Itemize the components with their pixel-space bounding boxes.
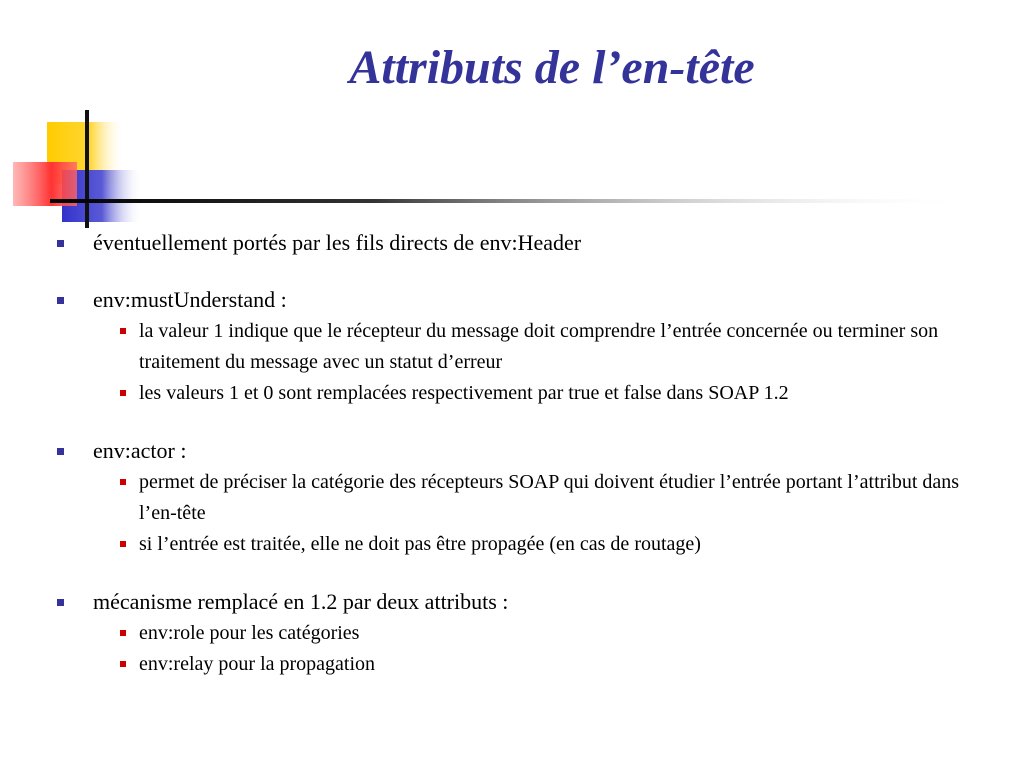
sub-bullet-item (93, 529, 996, 560)
square-bullet-icon (120, 328, 126, 334)
sub-bullet-text: la valeur 1 indique que le récepteur du message doit comprendre l’entrée concernée ou terminer son traitement du message avec un statut d’erreur (139, 320, 939, 373)
deco-horizontal-line (50, 199, 970, 203)
square-bullet-icon (120, 479, 126, 485)
bullet-text: mécanisme remplacé en 1.2 par deux attributs : (93, 589, 509, 614)
square-bullet-icon (120, 390, 126, 396)
bullet-text: éventuellement portés par les fils directs de env:Header (93, 230, 582, 255)
sub-bullet-item (93, 618, 996, 649)
bullet-item (56, 285, 996, 409)
sub-bullet-list (93, 618, 996, 680)
bullet-item (56, 587, 996, 680)
deco-vertical-line (85, 110, 89, 228)
sub-bullet-list (93, 467, 996, 560)
sub-bullet-text: permet de préciser la catégorie des récepteurs SOAP qui doivent étudier l’entrée portant l’attribut dans l’en-tête (139, 471, 960, 524)
sub-bullet-item (93, 378, 996, 409)
bullet-text: env:actor : (93, 438, 187, 463)
square-bullet-icon (120, 661, 126, 667)
sub-bullet-text: si l’entrée est traitée, elle ne doit pas être propagée (en cas de routage) (139, 533, 701, 555)
sub-bullet-text: les valeurs 1 et 0 sont remplacées respectivement par true et false dans SOAP 1.2 (139, 382, 789, 404)
slide-title: Attributs de l’en-tête (349, 41, 755, 94)
square-bullet-icon (57, 240, 64, 247)
square-bullet-icon (57, 448, 64, 455)
bullet-item (56, 228, 996, 258)
square-bullet-icon (120, 630, 126, 636)
sub-bullet-item (93, 649, 996, 680)
sub-bullet-item (93, 316, 996, 378)
sub-bullet-item (93, 467, 996, 529)
sub-bullet-list (93, 316, 996, 409)
sub-bullet-text: env:relay pour la propagation (139, 653, 376, 675)
square-bullet-icon (57, 297, 64, 304)
square-bullet-icon (120, 541, 126, 547)
bullet-list (56, 228, 996, 680)
bullet-text: env:mustUnderstand : (93, 287, 287, 312)
square-bullet-icon (57, 599, 64, 606)
sub-bullet-text: env:role pour les catégories (139, 622, 360, 644)
corner-decoration (0, 0, 1024, 240)
bullet-item (56, 436, 996, 560)
